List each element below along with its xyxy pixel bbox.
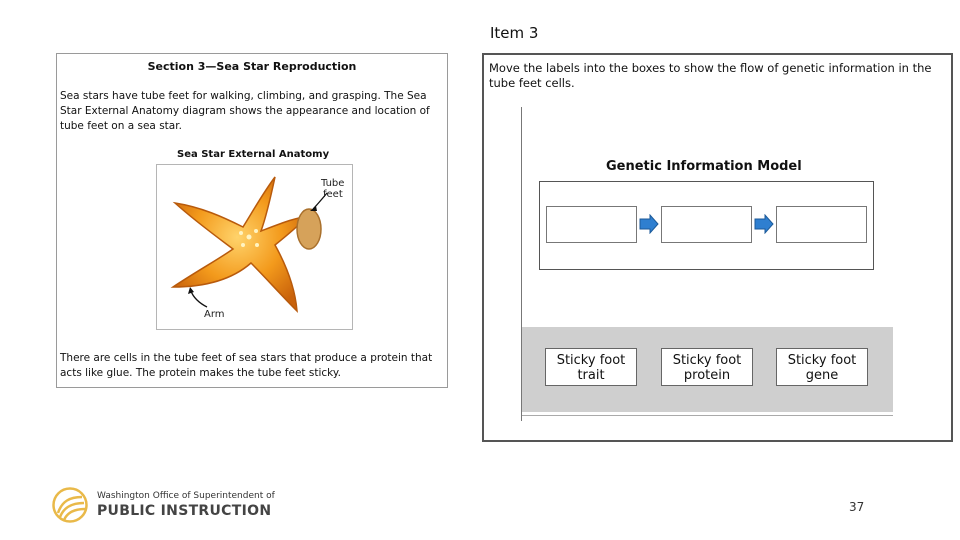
- item-panel: [482, 53, 953, 442]
- tray-divider: [522, 415, 893, 416]
- stimulus-heading: Section 3—Sea Star Reproduction: [147, 60, 357, 73]
- flow-arrow-icon: [639, 214, 659, 234]
- item-instructions: Move the labels into the boxes to show the flow of genetic information in the tube feet cells.: [489, 61, 932, 90]
- label-sticky-foot-gene[interactable]: Sticky foot gene: [776, 348, 868, 386]
- org-name-line1: Washington Office of Superintendent of: [97, 491, 275, 501]
- slide-title: Item 3: [490, 24, 539, 42]
- ospi-logo-icon: [52, 487, 88, 523]
- genetic-information-model: [539, 181, 874, 270]
- sea-star-figure: [156, 164, 353, 330]
- flow-arrow-icon: [754, 214, 774, 234]
- label-sticky-foot-protein[interactable]: Sticky foot protein: [661, 348, 753, 386]
- label-tube-feet: Tube feet: [321, 178, 345, 200]
- label-sticky-foot-trait[interactable]: Sticky foot trait: [545, 348, 637, 386]
- stimulus-paragraph-1: Sea stars have tube feet for walking, climbing, and grasping. The Sea Star External Anatomy diagram shows the appearance and location of tube feet on a sea star.: [60, 90, 430, 132]
- label-tray: [522, 327, 893, 412]
- page-number: 37: [849, 500, 865, 514]
- stimulus-paragraph-2: There are cells in the tube feet of sea stars that produce a protein that acts like glue. The protein makes the tube feet sticky.: [60, 352, 433, 379]
- label-arm: Arm: [204, 309, 225, 320]
- stimulus-panel: [56, 53, 448, 388]
- drop-box-2[interactable]: [661, 206, 752, 243]
- drop-box-3[interactable]: [776, 206, 867, 243]
- org-name-line2: PUBLIC INSTRUCTION: [97, 503, 272, 519]
- model-title: Genetic Information Model: [606, 159, 802, 174]
- work-area: [521, 107, 894, 421]
- tube-feet-cluster: [297, 209, 321, 249]
- drop-box-1[interactable]: [546, 206, 637, 243]
- figure-title: Sea Star External Anatomy: [177, 149, 330, 160]
